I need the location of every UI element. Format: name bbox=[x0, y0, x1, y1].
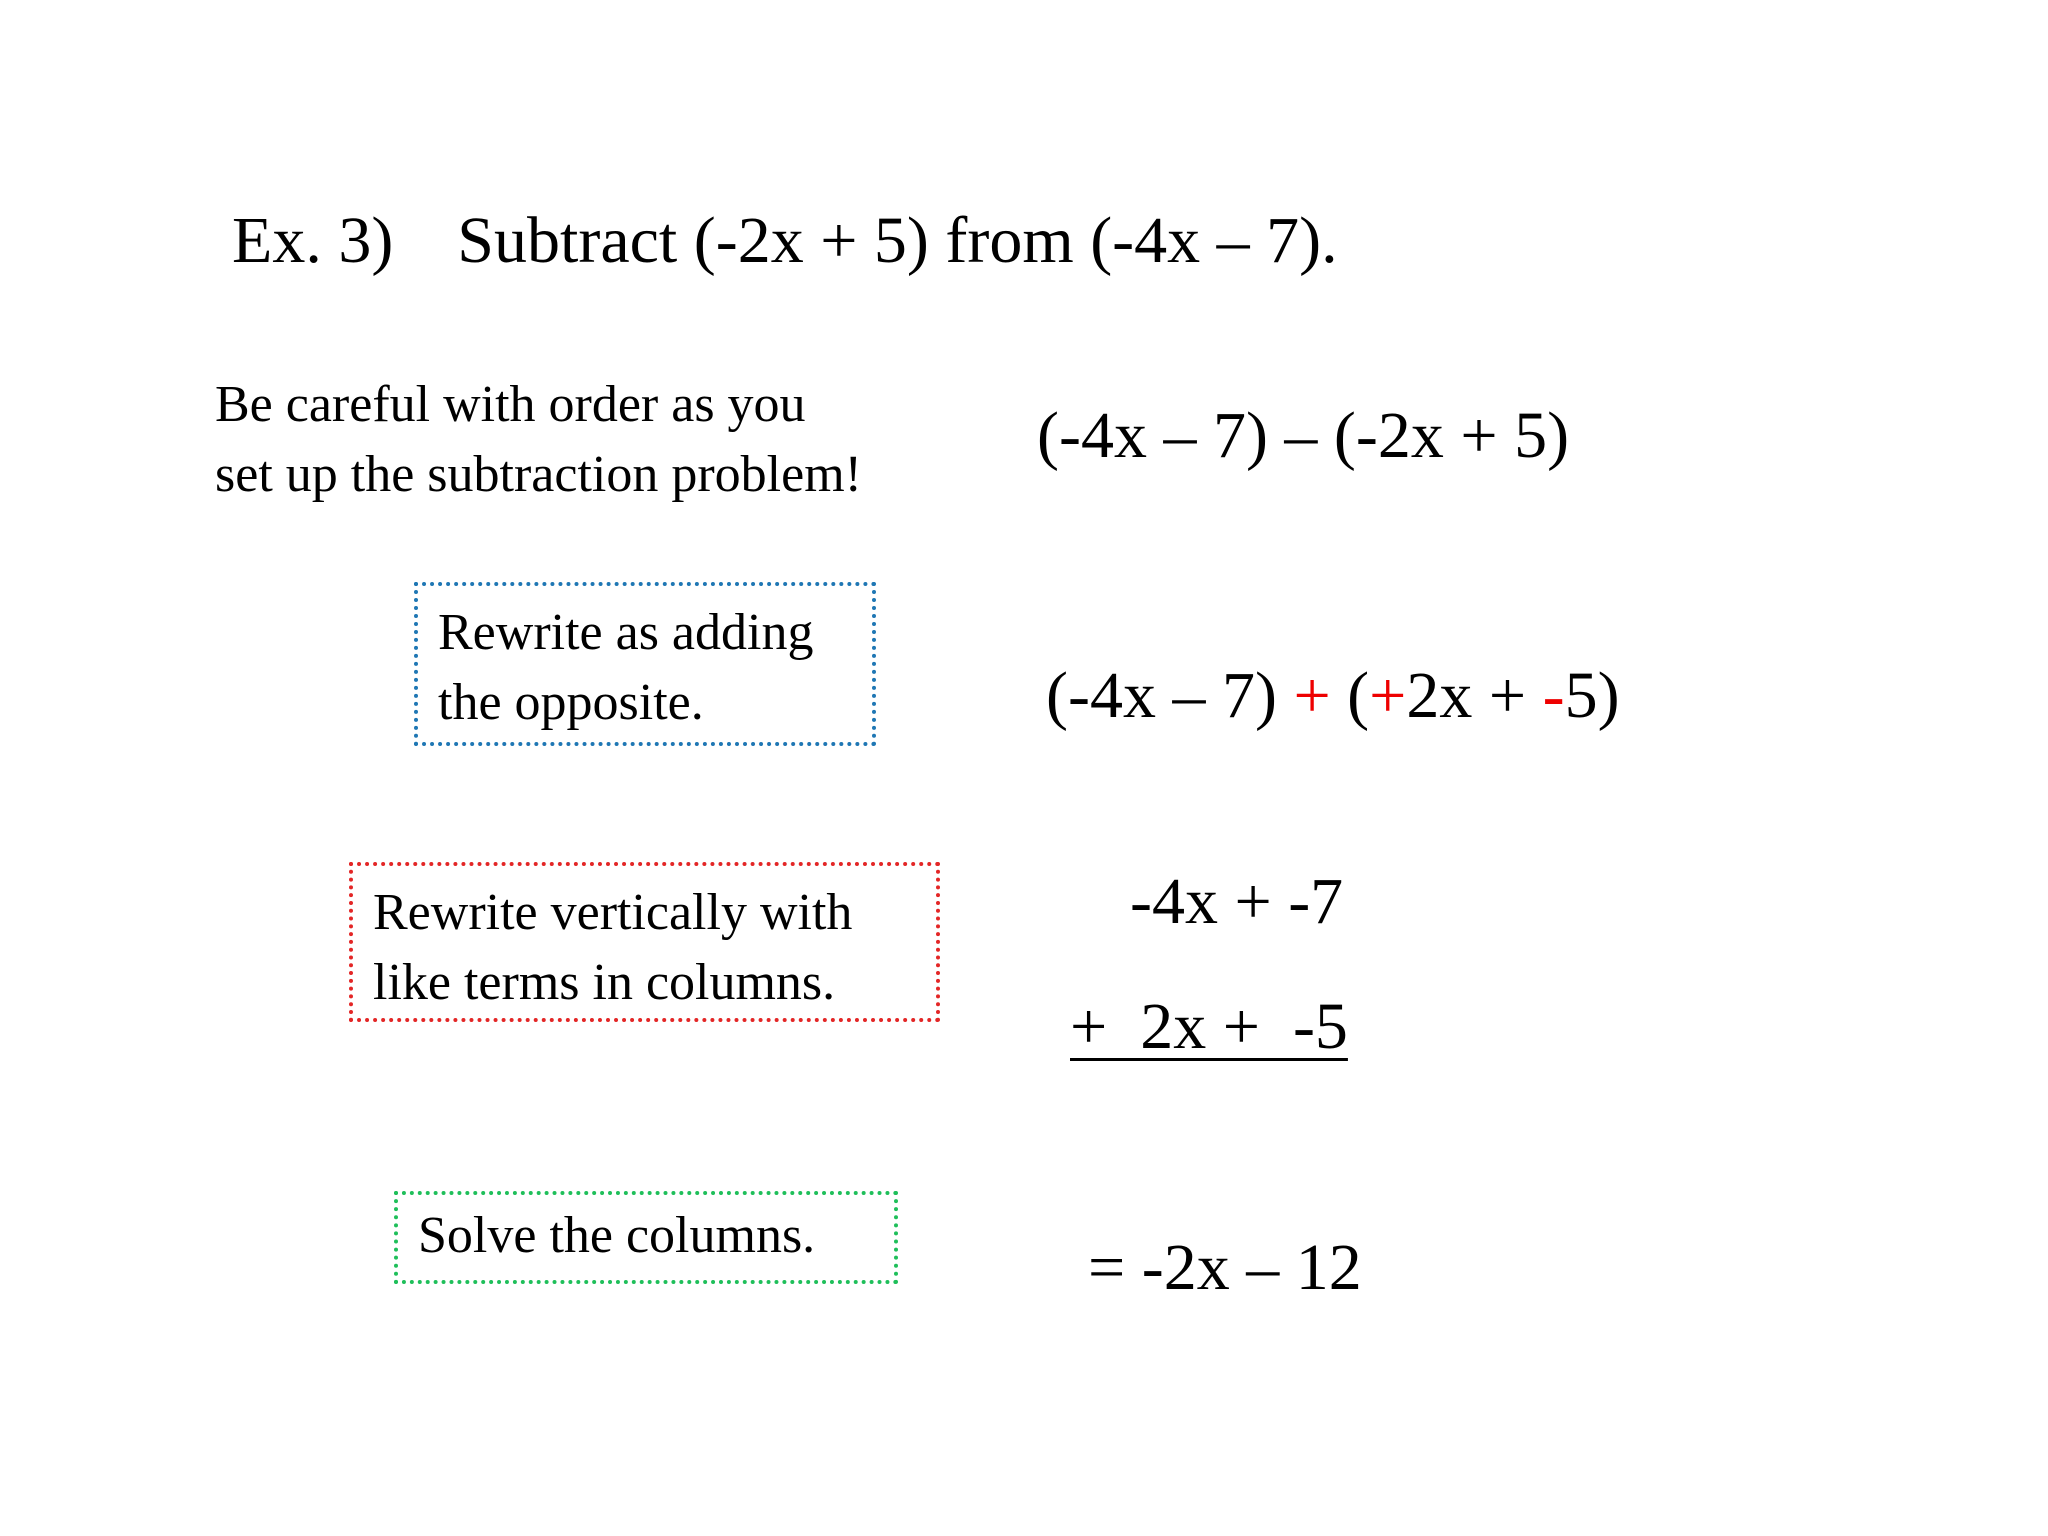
flipped-minus-sign: - bbox=[1542, 659, 1565, 732]
flipped-plus-sign: + bbox=[1369, 659, 1407, 732]
added-plus-operator: + bbox=[1293, 659, 1331, 732]
opposite-expression-part-3: 2x + bbox=[1406, 659, 1543, 732]
problem-statement: Subtract (-2x + 5) from (-4x – 7). bbox=[457, 204, 1338, 277]
vertical-row-1: -4x + -7 bbox=[1130, 865, 1344, 938]
step-box-rewrite-vertical bbox=[349, 862, 940, 1022]
step-rewrite-vertical-line-2: like terms in columns. bbox=[373, 954, 836, 1011]
step-box-solve-columns bbox=[394, 1191, 898, 1284]
step-solve-columns-line-1: Solve the columns. bbox=[418, 1207, 816, 1264]
caution-note-line-2: set up the subtraction problem! bbox=[215, 446, 862, 503]
example-title bbox=[232, 205, 1338, 278]
step-box-rewrite-opposite bbox=[414, 582, 876, 746]
caution-note-line-1: Be careful with order as you bbox=[215, 376, 806, 433]
opposite-expression bbox=[1046, 660, 1620, 733]
vertical-row-2: + 2x + -5 bbox=[1070, 990, 1348, 1063]
step-rewrite-opposite-line-1: Rewrite as adding bbox=[438, 604, 814, 661]
setup-expression: (-4x – 7) – (-2x + 5) bbox=[1037, 399, 1570, 472]
step-rewrite-vertical-line-1: Rewrite vertically with bbox=[373, 884, 853, 941]
opposite-expression-part-1: (-4x – 7) bbox=[1046, 659, 1294, 732]
result-expression: = -2x – 12 bbox=[1088, 1231, 1362, 1304]
caution-note bbox=[215, 370, 862, 510]
opposite-expression-part-2: ( bbox=[1330, 659, 1370, 732]
opposite-expression-part-4: 5) bbox=[1564, 659, 1620, 732]
example-label: Ex. 3) bbox=[232, 204, 394, 277]
step-rewrite-opposite-line-2: the opposite. bbox=[438, 674, 704, 731]
